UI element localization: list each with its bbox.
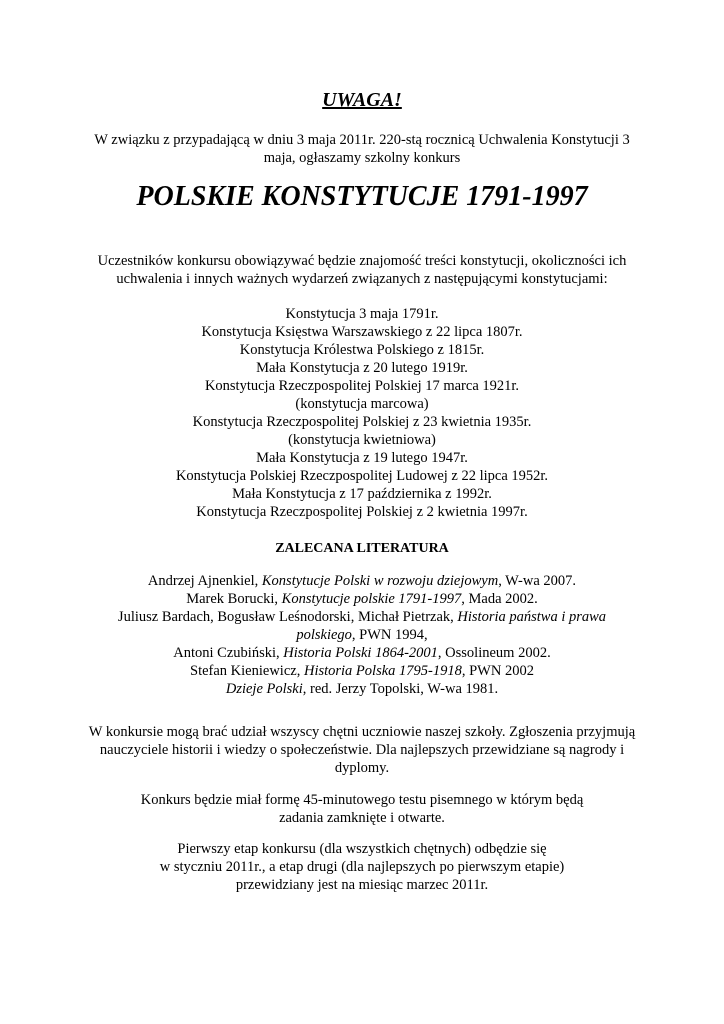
literature-item bbox=[0, 572, 724, 590]
constitution-item: Konstytucja Księstwa Warszawskiego z 22 lipca 1807r. bbox=[201, 324, 523, 340]
literature-publisher: , PWN 2002 bbox=[461, 663, 534, 679]
participation-line: dyplomy. bbox=[334, 760, 390, 776]
warning-heading: UWAGA! bbox=[322, 89, 402, 111]
intro-line: W związku z przypadającą w dniu 3 maja 2011r. 220-stą rocznicą Uchwalenia Konstytucji 3 bbox=[94, 132, 630, 148]
literature-title: Konstytucje polskie 1791-1997 bbox=[281, 591, 462, 607]
literature-title: Historia Polski 1864-2001 bbox=[283, 645, 438, 661]
contest-title: POLSKIE KONSTYTUCJE 1791-1997 bbox=[136, 181, 588, 212]
literature-publisher: , Ossolineum 2002. bbox=[437, 645, 551, 661]
constitution-item: Konstytucja Rzeczpospolitej Polskiej 17 marca 1921r. bbox=[204, 378, 520, 394]
schedule-line: przewidziany jest na miesiąc marzec 2011r. bbox=[235, 877, 489, 893]
format-line: zadania zamknięte i otwarte. bbox=[279, 810, 445, 826]
constitution-item: Mała Konstytucja z 17 października z 1992r. bbox=[232, 486, 492, 502]
participation-line: W konkursie mogą brać udział wszyscy chętni uczniowie naszej szkoły. Zgłoszenia przyjmują bbox=[88, 724, 636, 740]
participation-line: nauczyciele historii i wiedzy o społeczeństwie. Dla najlepszych przewidziane są nagrody i bbox=[99, 742, 625, 758]
constitution-item: (konstytucja kwietniowa) bbox=[288, 432, 436, 448]
literature-publisher: , Mada 2002. bbox=[461, 591, 538, 607]
literature-title: Historia państwa i prawa bbox=[457, 609, 607, 625]
scope-line: Uczestników konkursu obowiązywać będzie znajomość treści konstytucji, okoliczności ich bbox=[97, 253, 627, 269]
scope-paragraph bbox=[0, 252, 724, 288]
literature-item bbox=[0, 590, 724, 608]
constitution-item: (konstytucja marcowa) bbox=[295, 396, 429, 412]
literature-title: Konstytucje Polski w rozwoju dziejowym bbox=[261, 573, 499, 589]
scope-line: uchwalenia i innych ważnych wydarzeń związanych z następującymi konstytucjami: bbox=[116, 271, 608, 287]
schedule-line: Pierwszy etap konkursu (dla wszystkich chętnych) odbędzie się bbox=[177, 841, 547, 857]
literature-item bbox=[0, 608, 724, 626]
literature-author: Stefan Kieniewicz, bbox=[190, 663, 304, 679]
constitution-item: Konstytucja Rzeczpospolitej Polskiej z 2 kwietnia 1997r. bbox=[196, 504, 528, 520]
literature-author: Antoni Czubiński, bbox=[173, 645, 284, 661]
constitution-item: Mała Konstytucja z 19 lutego 1947r. bbox=[256, 450, 468, 466]
literature-item bbox=[0, 626, 724, 644]
format-paragraph bbox=[0, 791, 724, 827]
literature-author: Marek Borucki, bbox=[186, 591, 282, 607]
schedule-line: w styczniu 2011r., a etap drugi (dla najlepszych po pierwszym etapie) bbox=[159, 859, 565, 875]
literature-author: Andrzej Ajnenkiel, bbox=[147, 573, 262, 589]
constitution-item: Konstytucja 3 maja 1791r. bbox=[285, 306, 439, 322]
format-line: Konkurs będzie miał formę 45-minutowego testu pisemnego w którym będą bbox=[140, 792, 584, 808]
literature-list bbox=[0, 572, 724, 698]
intro-line: maja, ogłaszamy szkolny konkurs bbox=[263, 150, 461, 166]
constitution-item: Konstytucja Rzeczpospolitej Polskiej z 23 kwietnia 1935r. bbox=[192, 414, 532, 430]
literature-publisher: , PWN 1994, bbox=[351, 627, 428, 643]
participation-paragraph bbox=[0, 723, 724, 777]
literature-title: Dzieje Polski bbox=[225, 681, 303, 697]
constitutions-list bbox=[0, 305, 724, 521]
literature-author: Juliusz Bardach, Bogusław Leśnodorski, Michał Pietrzak, bbox=[117, 609, 458, 625]
literature-item bbox=[0, 680, 724, 698]
literature-publisher: , red. Jerzy Topolski, W-wa 1981. bbox=[302, 681, 499, 697]
literature-title: polskiego bbox=[296, 627, 352, 643]
intro-paragraph bbox=[0, 131, 724, 167]
literature-item bbox=[0, 662, 724, 680]
literature-title: Historia Polska 1795-1918 bbox=[303, 663, 462, 679]
literature-heading: ZALECANA LITERATURA bbox=[275, 541, 449, 556]
literature-item bbox=[0, 644, 724, 662]
schedule-paragraph bbox=[0, 840, 724, 894]
constitution-item: Mała Konstytucja z 20 lutego 1919r. bbox=[256, 360, 468, 376]
constitution-item: Konstytucja Polskiej Rzeczpospolitej Ludowej z 22 lipca 1952r. bbox=[175, 468, 549, 484]
constitution-item: Konstytucja Królestwa Polskiego z 1815r. bbox=[239, 342, 485, 358]
literature-publisher: , W-wa 2007. bbox=[498, 573, 577, 589]
